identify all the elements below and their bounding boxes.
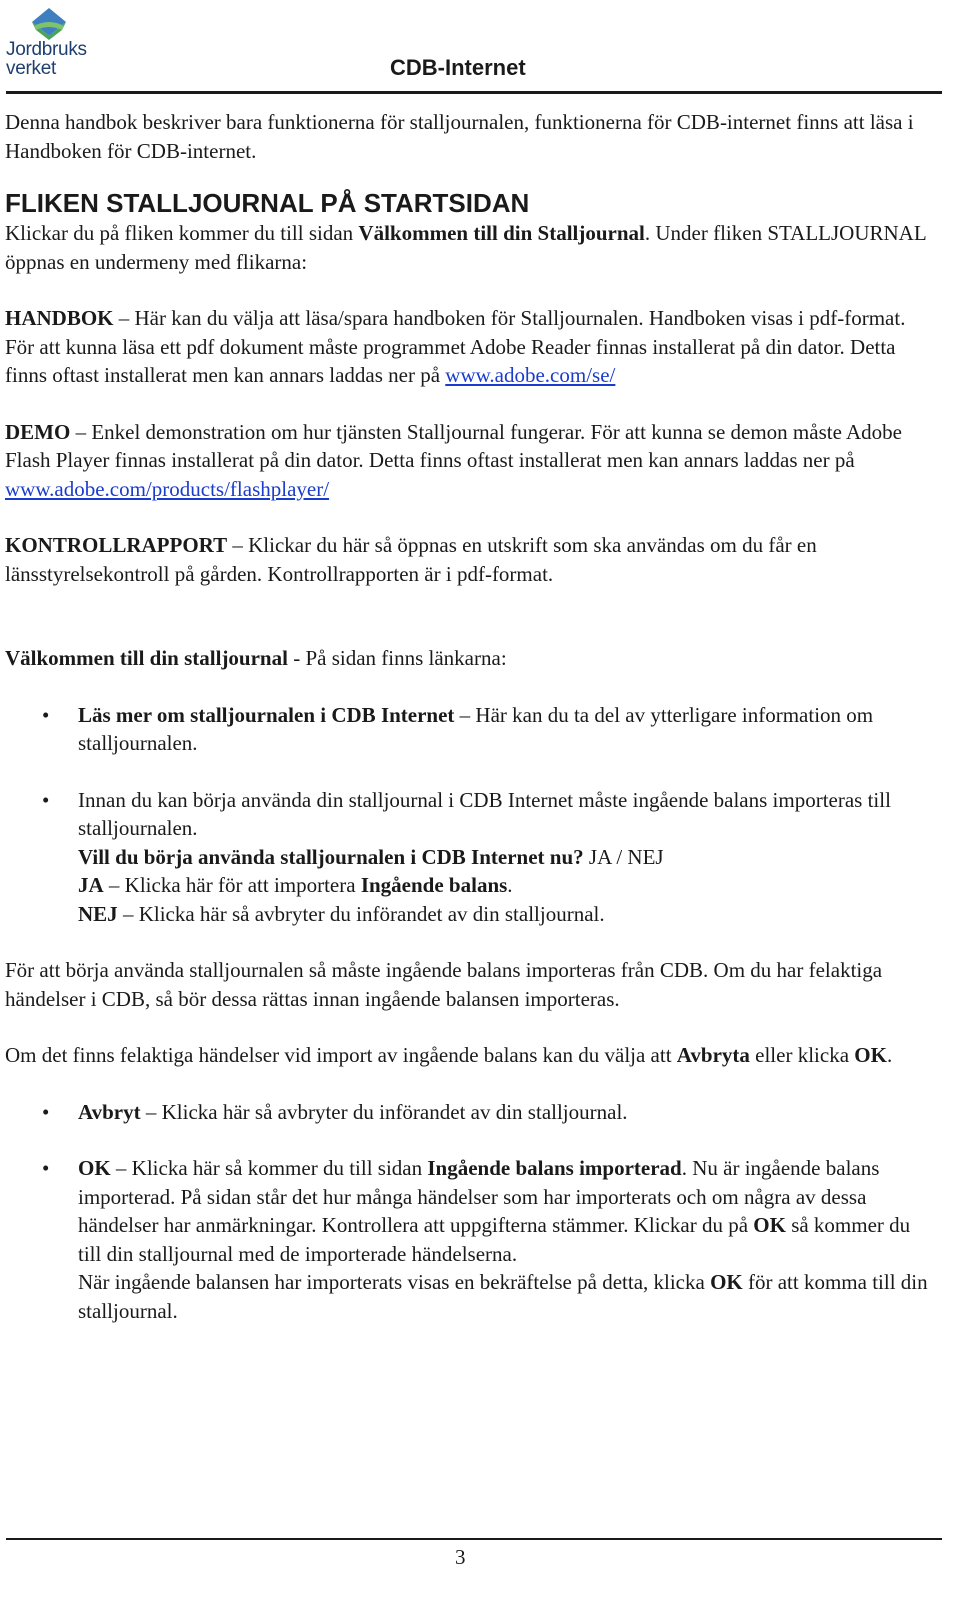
- welcome-paragraph: Välkommen till din stalljournal - På sidan finns länkarna:: [5, 646, 507, 670]
- bullet-icon: •: [42, 1156, 50, 1180]
- intro-paragraph: Denna handbok beskriver bara funktionerna för stalljournalen, funktionerna för CDB-internet finns att läsa i Handboken för CDB-internet.: [5, 110, 914, 163]
- flash-player-link[interactable]: www.adobe.com/products/flashplayer/: [5, 476, 330, 501]
- list-item: • OK – Klicka här så kommer du till sidan Ingående balans importerad. Nu är ingående balans importerad. På sidan står det hur många händelser som har importerats och om några av dessa händelser har anmärkningar. Kontrollera att uppgifterna stämmer. Klickar du på OK så kommer du till din stalljournal med de importerade händelserna. När ingående balansen har importerats visas en bekräftelse på detta, klicka OK för att komma till din stalljournal.: [42, 1156, 928, 1323]
- document-body: [5, 108, 937, 1325]
- handbok-paragraph: HANDBOK – Här kan du välja att läsa/spara handboken för Stalljournalen. Handboken visas i pdf-format. För att kunna läsa ett pdf dokument måste programmet Adobe Reader finnas installerat på din dator. Detta finns oftast installerat men kan annars laddas ner på www.adobe.com/se/: [5, 306, 906, 387]
- adobe-reader-link[interactable]: www.adobe.com/se/: [445, 363, 616, 387]
- list-item: • Avbryt – Klicka här så avbryter du införandet av din stalljournal.: [5, 1098, 937, 1127]
- page-number: 3: [455, 1545, 466, 1569]
- logo-line-1: Jordbruks: [6, 39, 87, 60]
- import-paragraph: För att börja använda stalljournalen så måste ingående balans importeras från CDB. Om du har felaktiga händelser i CDB, så bör dessa rättas innan ingående balansen importeras.: [5, 958, 883, 1011]
- welcome-links-list: [5, 701, 937, 929]
- page-header: [0, 0, 960, 100]
- section1-paragraph: Klickar du på fliken kommer du till sidan Välkommen till din Stalljournal. Under fliken STALLJOURNAL öppnas en undermeny med flikarna:: [5, 221, 926, 274]
- bullet-icon: •: [42, 787, 50, 812]
- bullet-icon: •: [42, 702, 50, 727]
- felaktiga-paragraph: Om det finns felaktiga händelser vid import av ingående balans kan du välja att Avbryta eller klicka OK.: [5, 1043, 893, 1067]
- section-heading: FLIKEN STALLJOURNAL PÅ STARTSIDAN: [5, 188, 530, 218]
- demo-paragraph: DEMO – Enkel demonstration om hur tjänsten Stalljournal fungerar. För att kunna se demon måste Adobe Flash Player finnas installerat på din dator. Detta finns oftast installerat men kan annars laddas ner på www.adobe.com/products/flashplayer/: [5, 419, 902, 501]
- header-title: CDB-Internet: [390, 55, 526, 80]
- header-divider: [6, 91, 942, 94]
- kontrollrapport-paragraph: KONTROLLRAPPORT – Klickar du här så öppnas en utskrift som ska användas om du får en länsstyrelsekontroll på gården. Kontrollrapporten är i pdf-format.: [5, 533, 817, 586]
- logo-line-2: verket: [6, 58, 56, 79]
- footer-divider: [6, 1538, 942, 1540]
- import-options-list: [5, 1098, 937, 1326]
- logo-wordmark: [6, 40, 87, 78]
- bullet-icon: •: [42, 1099, 50, 1124]
- list-item: • Läs mer om stalljournalen i CDB Internet – Här kan du ta del av ytterligare information om stalljournalen.: [42, 702, 874, 755]
- list-item: • Innan du kan börja använda din stalljournal i CDB Internet måste ingående balans importeras till stalljournalen. Vill du börja använda stalljournalen i CDB Internet nu? JA / NEJ JA – Klicka här för att importera Ingående balans. NEJ – Klicka här så avbryter du införandet av din stalljournal.: [42, 787, 891, 926]
